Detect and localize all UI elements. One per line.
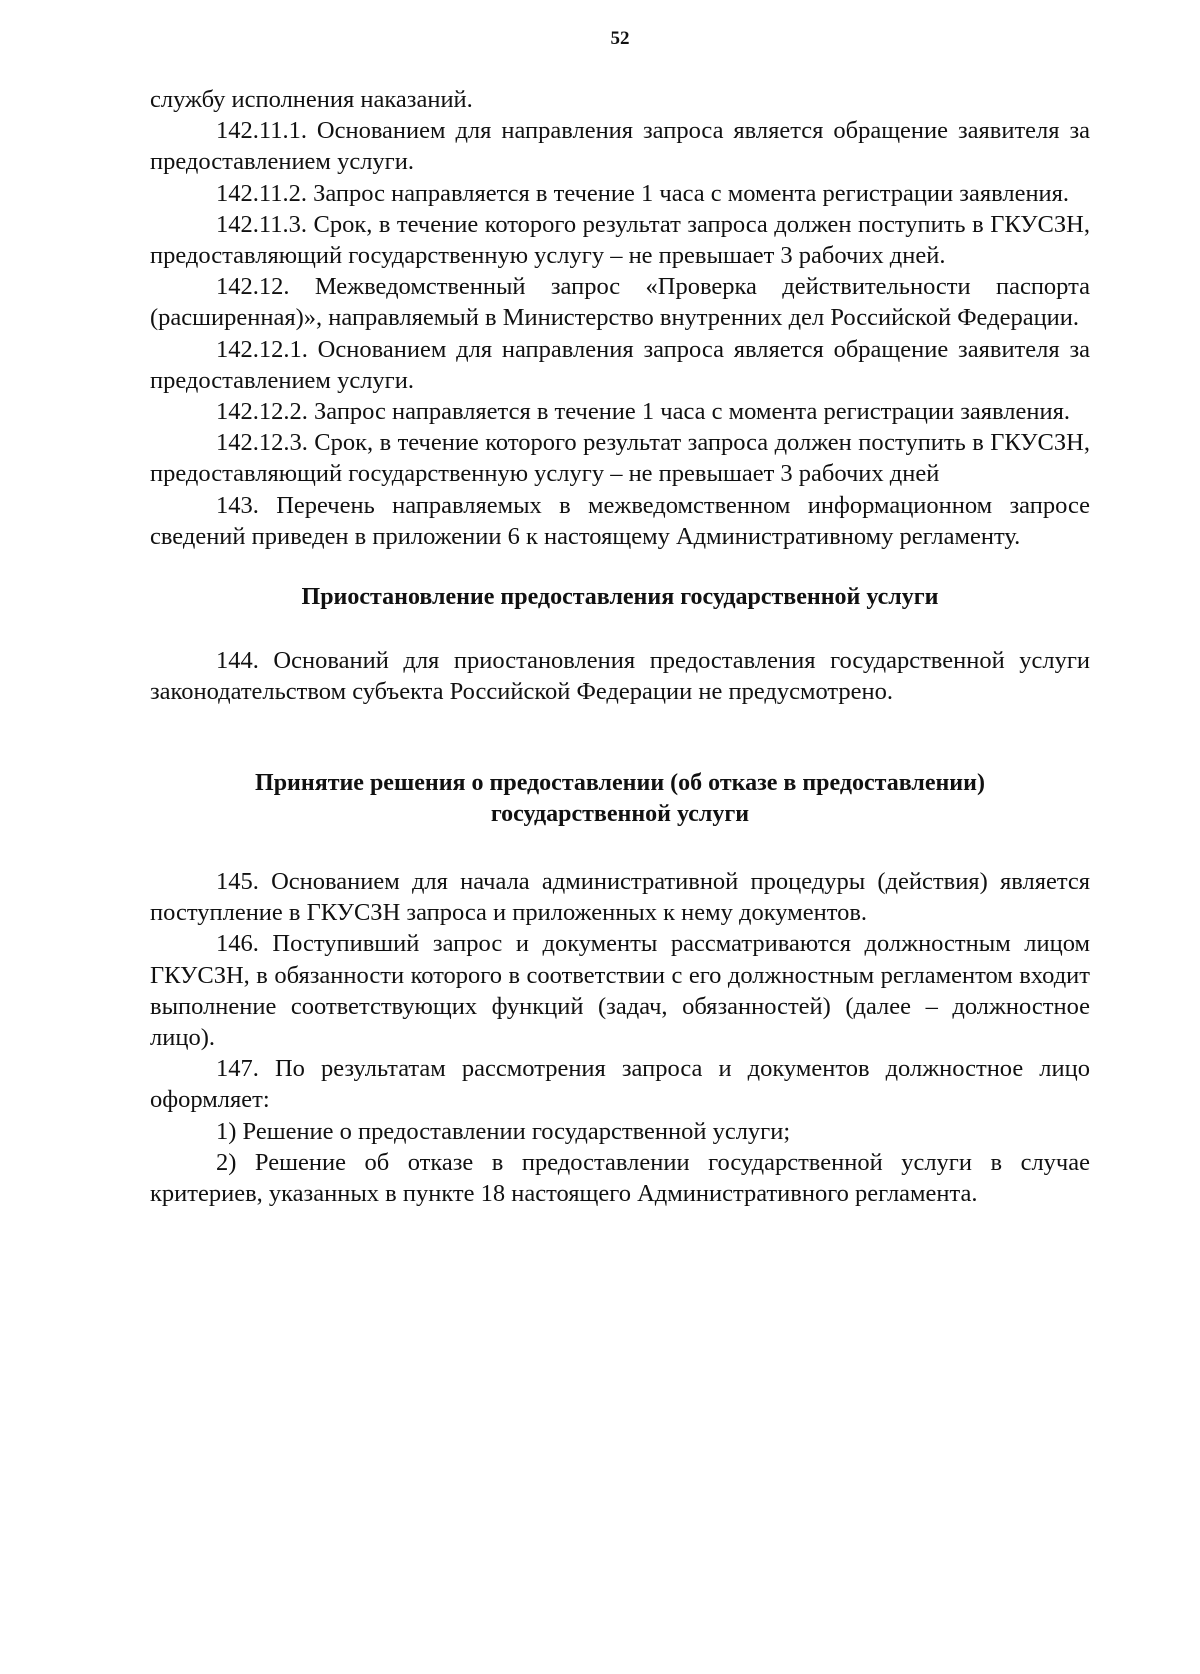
document-body <box>150 84 1090 1209</box>
list-item-2: 2) Решение об отказе в предоставлении государственной услуги в случае критериев, указанных в пункте 18 настоящего Административного регламента. <box>150 1148 1090 1208</box>
page-number: 52 <box>610 28 630 49</box>
paragraph-142-12: 142.12. Межведомственный запрос «Проверка действительности паспорта (расширенная)», направляемый в Министерство внутренних дел Российской Федерации. <box>150 273 1090 332</box>
paragraph-142-11-3: 142.11.3. Срок, в течение которого результат запроса должен поступить в ГКУСЗН, предоставляющий государственную услугу – не превышает 3 рабочих дней. <box>150 210 1090 270</box>
paragraph-142-11-1: 142.11.1. Основанием для направления запроса является обращение заявителя за предоставлением услуги. <box>150 117 1090 176</box>
spacer <box>150 830 1090 866</box>
paragraph-continuation: службу исполнения наказаний. <box>150 86 473 113</box>
section-heading-suspension: Приостановление предоставления государственной услуги <box>301 584 939 611</box>
paragraph-144: 144. Оснований для приостановления предоставления государственной услуги законодательством субъекта Российской Федерации не предусмотрено. <box>150 647 1090 706</box>
paragraph-147: 147. По результатам рассмотрения запроса и документов должностное лицо оформляет: <box>150 1055 1090 1114</box>
paragraph-142-12-2: 142.12.2. Запрос направляется в течение 1 часа с момента регистрации заявления. <box>216 398 1070 426</box>
list-item-1: 1) Решение о предоставлении государственной услуги; <box>216 1117 791 1145</box>
spacer <box>150 552 1090 582</box>
section-heading-decision-line2: государственной услуги <box>490 800 750 827</box>
paragraph-145: 145. Основанием для начала административной процедуры (действия) является поступление в ГКУСЗН запроса и приложенных к нему документов. <box>150 868 1090 927</box>
section-heading-decision-line1: Принятие решения о предоставлении (об отказе в предоставлении) <box>255 769 985 796</box>
spacer <box>150 613 1090 645</box>
paragraph-146: 146. Поступивший запрос и документы рассматриваются должностным лицом ГКУСЗН, в обязанности которого в соответствии с его должностным регламентом входит выполнение соответствующих функций (задач, обязанностей) (далее – должностное лицо). <box>150 930 1090 1052</box>
spacer <box>150 708 1090 768</box>
paragraph-142-11-2: 142.11.2. Запрос направляется в течение 1 часа с момента регистрации заявления. <box>216 179 1070 207</box>
paragraph-143: 143. Перечень направляемых в межведомственном информационном запросе сведений приведен в приложении 6 к настоящему Административному регламенту. <box>150 491 1090 550</box>
paragraph-142-12-3: 142.12.3. Срок, в течение которого результат запроса должен поступить в ГКУСЗН, предоставляющий государственную услугу – не превышает 3 рабочих дней <box>150 429 1090 488</box>
paragraph-142-12-1: 142.12.1. Основанием для направления запроса является обращение заявителя за предоставлением услуги. <box>150 335 1090 394</box>
